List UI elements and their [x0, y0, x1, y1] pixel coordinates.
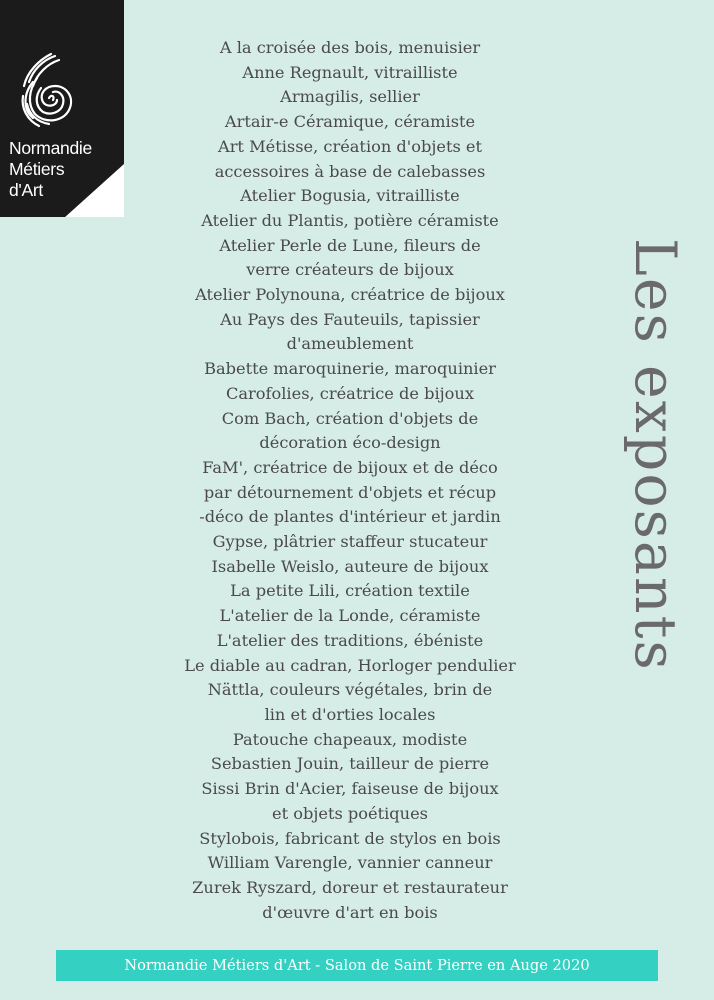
exhibitor-line: FaM', créatrice de bijoux et de déco [202, 457, 498, 477]
exhibitor-line: Nättla, couleurs végétales, brin de [207, 680, 493, 700]
exhibitor-list [160, 36, 540, 925]
logo-line-2: Métiers [9, 159, 65, 179]
exhibitor-line: Gypse, plâtrier staffeur stucateur [212, 532, 488, 552]
exhibitor-line: Atelier Bogusia, vitrailliste [240, 186, 460, 206]
exhibitor-line: lin et d'orties locales [264, 704, 436, 724]
page-title: Les exposants [622, 238, 688, 672]
exhibitor-line: d'ameublement [286, 334, 414, 354]
exhibitor-line: Zurek Ryszard, doreur et restaurateur [192, 877, 508, 897]
exhibitor-line: L'atelier des traditions, ébéniste [216, 630, 484, 650]
exhibitor-line: accessoires à base de calebasses [214, 161, 486, 181]
vertical-title [622, 238, 688, 758]
exhibitor-line: Atelier Perle de Lune, fileurs de [219, 235, 481, 255]
exhibitor-line: A la croisée des bois, menuisier [219, 38, 481, 57]
logo-corner-fold [64, 164, 124, 217]
exhibitor-line: Art Métisse, création d'objets et [218, 136, 482, 156]
exhibitor-line: Atelier Polynouna, créatrice de bijoux [195, 285, 505, 305]
thumbprint-spiral-icon [15, 48, 77, 128]
exhibitor-line: Com Bach, création d'objets de [221, 408, 479, 428]
exhibitor-line: Armagilis, sellier [280, 87, 420, 107]
exhibitor-line: Sissi Brin d'Acier, faiseuse de bijoux [201, 779, 499, 799]
logo [0, 0, 124, 217]
footer-banner: Normandie Métiers d'Art - Salon de Saint Pierre en Auge 2020 [56, 950, 658, 981]
exhibitor-line: Au Pays des Fauteuils, tapissier [220, 309, 480, 329]
exhibitor-line: Le diable au cadran, Horloger pendulier [184, 655, 516, 675]
exhibitor-line: Sebastien Jouin, tailleur de pierre [210, 754, 490, 774]
exhibitor-line: Stylobois, fabricant de stylos en bois [199, 828, 501, 848]
exhibitor-line: Isabelle Weislo, auteure de bijoux [211, 556, 489, 576]
exhibitor-line: Anne Regnault, vitrailliste [242, 62, 458, 82]
exhibitor-line: par détournement d'objets et récup [203, 482, 497, 502]
logo-line-3: d'Art [9, 180, 43, 200]
exhibitor-line: Patouche chapeaux, modiste [232, 729, 468, 749]
exhibitor-line: La petite Lili, création textile [230, 581, 470, 601]
exhibitor-line: Carofolies, créatrice de bijoux [226, 383, 474, 403]
exhibitor-line: -déco de plantes d'intérieur et jardin [199, 507, 501, 527]
logo-line-1: Normandie [9, 138, 92, 158]
exhibitor-line: Babette maroquinerie, maroquinier [204, 359, 496, 379]
exhibitor-line: William Varengle, vannier canneur [207, 853, 493, 873]
exhibitor-line: L'atelier de la Londe, céramiste [219, 606, 481, 626]
exhibitor-line: Atelier du Plantis, potière céramiste [201, 210, 499, 230]
exhibitor-line: verre créateurs de bijoux [246, 260, 454, 280]
exhibitor-line: d'œuvre d'art en bois [262, 902, 438, 922]
exhibitor-line: décoration éco-design [259, 433, 441, 453]
exhibitor-line: et objets poétiques [272, 803, 428, 823]
exhibitor-line: Artair-e Céramique, céramiste [224, 112, 476, 132]
